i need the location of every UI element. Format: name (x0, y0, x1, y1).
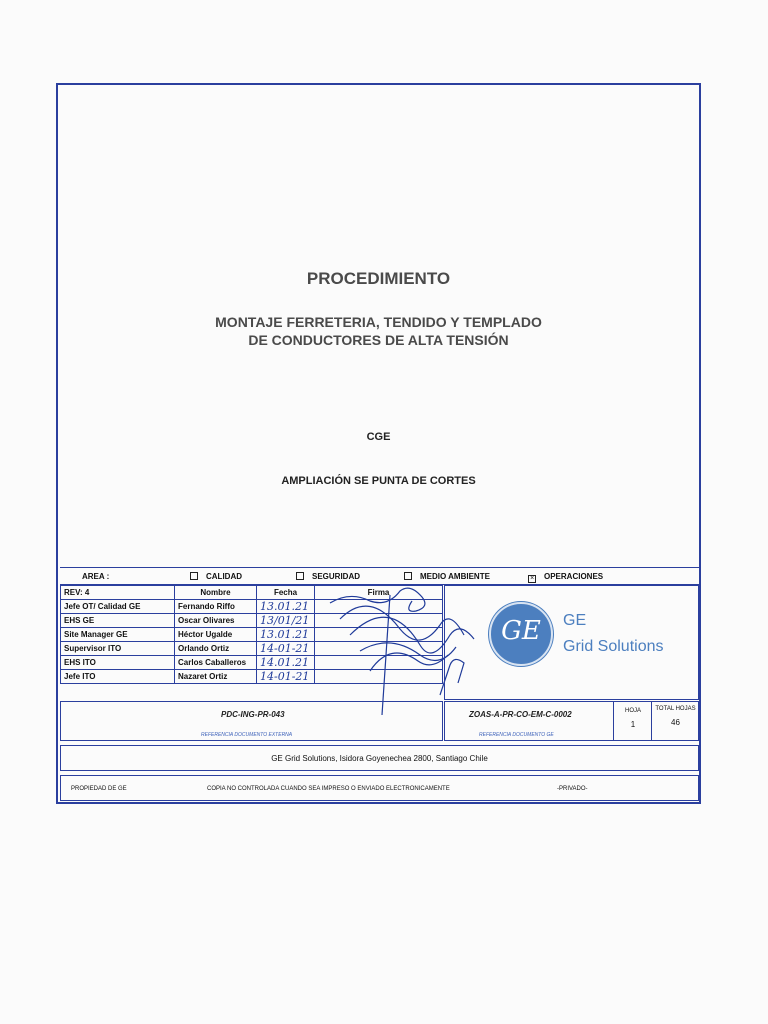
external-reference-box (60, 701, 443, 741)
footer-classification: -PRIVADO- (557, 786, 588, 792)
name-cell: Héctor Ugalde (175, 628, 257, 642)
document-frame (56, 83, 701, 804)
sheet-number-box (613, 702, 652, 740)
checkbox-icon (190, 572, 198, 580)
role-cell: Jefe OT/ Calidad GE (61, 600, 175, 614)
header-name: Nombre (175, 586, 257, 600)
role-cell: Supervisor ITO (61, 642, 175, 656)
area-option-label: SEGURIDAD (312, 572, 361, 581)
document-footer (60, 775, 699, 801)
area-option-label: MEDIO AMBIENTE (420, 572, 490, 581)
ge-logo-box (444, 585, 699, 700)
date-cell: 14.01.21 (257, 656, 315, 670)
date-cell: 14-01-21 (257, 670, 315, 684)
area-option-label: OPERACIONES (544, 572, 604, 581)
ge-reference-code: ZOAS-A-PR-CO-EM-C-0002 (469, 710, 572, 719)
area-label: AREA : (82, 572, 110, 581)
sheet-label: HOJA (624, 708, 641, 714)
area-option-calidad (190, 572, 242, 581)
area-option-operaciones (528, 572, 603, 583)
doc-project: AMPLIACIÓN SE PUNTA DE CORTES (281, 475, 476, 487)
name-cell: Nazaret Ortiz (175, 670, 257, 684)
external-reference-caption: REFERENCIA DOCUMENTO EXTERNA (201, 732, 293, 738)
role-cell: Site Manager GE (61, 628, 175, 642)
footer-owner: PROPIEDAD DE GE (71, 786, 127, 792)
header-signature: Firma (315, 586, 443, 600)
footer-notice: COPIA NO CONTROLADA CUANDO SEA IMPRESO O ENVIADO ELECTRONICAMENTE (207, 786, 450, 792)
rev-label: REV: 4 (61, 586, 175, 600)
name-cell: Orlando Ortiz (175, 642, 257, 656)
ge-reference-box (444, 701, 699, 741)
doc-subtitle-line2: DE CONDUCTORES DE ALTA TENSIÓN (248, 332, 509, 348)
date-cell: 13.01.21 (257, 600, 315, 614)
role-cell: EHS ITO (61, 656, 175, 670)
ge-reference-caption: REFERENCIA DOCUMENTO GE (479, 732, 554, 738)
checked-checkbox-icon: × (529, 575, 535, 582)
name-cell: Oscar Olivares (175, 614, 257, 628)
role-cell: Jefe ITO (61, 670, 175, 684)
total-sheets-box (651, 702, 699, 740)
company-address: GE Grid Solutions, Isidora Goyenechea 2800, Santiago Chile (60, 745, 699, 771)
ge-monogram-icon: GE (489, 602, 553, 666)
doc-heading: PROCEDIMIENTO (306, 269, 451, 288)
date-cell: 13/01/21 (257, 614, 315, 628)
role-cell: EHS GE (61, 614, 175, 628)
doc-subtitle (58, 313, 699, 349)
header-date: Fecha (257, 586, 315, 600)
doc-subtitle-line1: MONTAJE FERRETERIA, TENDIDO Y TEMPLADO (215, 314, 542, 330)
date-cell: 13.01.21 (257, 628, 315, 642)
area-option-label: CALIDAD (206, 572, 242, 581)
sheet-value: 1 (630, 720, 636, 729)
name-cell: Fernando Riffo (175, 600, 257, 614)
logo-text-grid-solutions: Grid Solutions (563, 638, 664, 655)
checkbox-icon (296, 572, 304, 580)
external-reference-code: PDC-ING-PR-043 (221, 710, 285, 719)
total-sheets-value: 46 (671, 718, 680, 727)
logo-text-ge: GE (563, 612, 587, 629)
doc-client: CGE (366, 431, 391, 443)
total-sheets-label: TOTAL HOJAS (655, 706, 696, 712)
date-cell: 14-01-21 (257, 642, 315, 656)
name-cell: Carlos Caballeros (175, 656, 257, 670)
